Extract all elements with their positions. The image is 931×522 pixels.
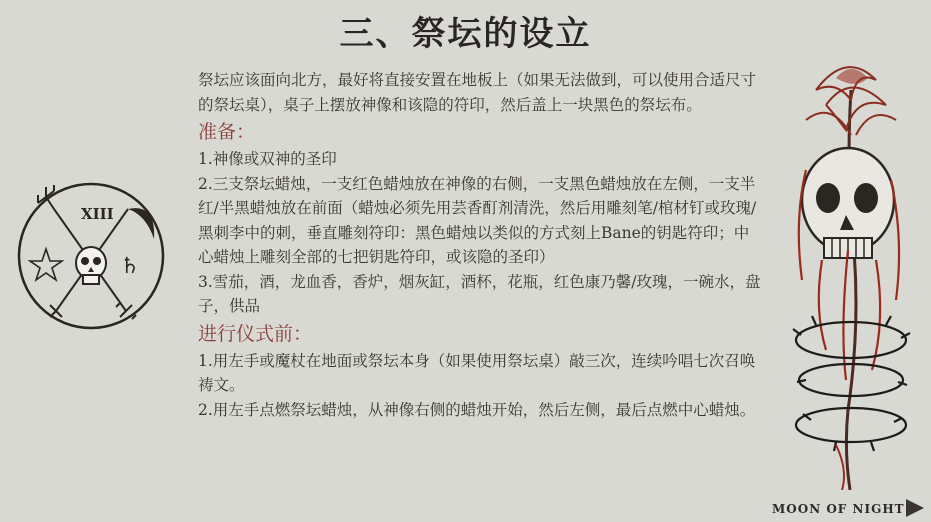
list-item: 1.神像或双神的圣印 [198, 150, 337, 168]
sigil-icon [16, 181, 166, 331]
section-heading-preparation: 准备： [198, 121, 256, 143]
page-title: 三、祭坛的设立 [339, 14, 592, 54]
saturn-symbol: ♄ [120, 254, 140, 279]
intro-text: 祭坛应该面向北方，最好将直接安置在地板上（如果无法做到，可以使用合适尺寸的祭坛桌），桌子上摆放神像和该隐的符印，然后盖上一块黑色的祭坛布。 [198, 71, 757, 114]
skull-rose-illustration [776, 50, 926, 490]
section-heading-before-ritual: 进行仪式前： [198, 322, 313, 345]
list-item: 3.雪茄，酒，龙血香，香炉，烟灰缸，酒杯，花瓶，红色康乃馨/玫瑰，一碗水，盘子，供品 [198, 272, 761, 315]
main-content [198, 68, 764, 422]
list-item: 2.用左手点燃祭坛蜡烛，从神像右侧的蜡烛开始，然后左侧，最后点燃中心蜡烛。 [198, 400, 756, 419]
sigil-numeral: XIII [81, 205, 114, 223]
brand-footer: MOON OF NIGHT [772, 502, 905, 516]
list-item: 2.三支祭坛蜡烛，一支红色蜡烛放在神像的右侧，一支黑色蜡烛放在左侧，一支半红/半黑蜡烛放在前面（蜡烛必须先用芸香酊剂清洗，然后用雕刻笔/棺材钉或玫瑰/黑刺李中的刺，垂直雕刻符印：黑色蜡烛以类似的方式刻上Bane的钥匙符印；中心蜡烛上雕刻全部的七把钥匙符印，或该隐的圣印） [198, 174, 757, 266]
triangle-right-icon[interactable] [906, 499, 924, 517]
list-item: 1.用左手或魔杖在地面或祭坛本身（如果使用祭坛桌）敲三次，连续吟唱七次召唤祷文。 [198, 351, 756, 394]
